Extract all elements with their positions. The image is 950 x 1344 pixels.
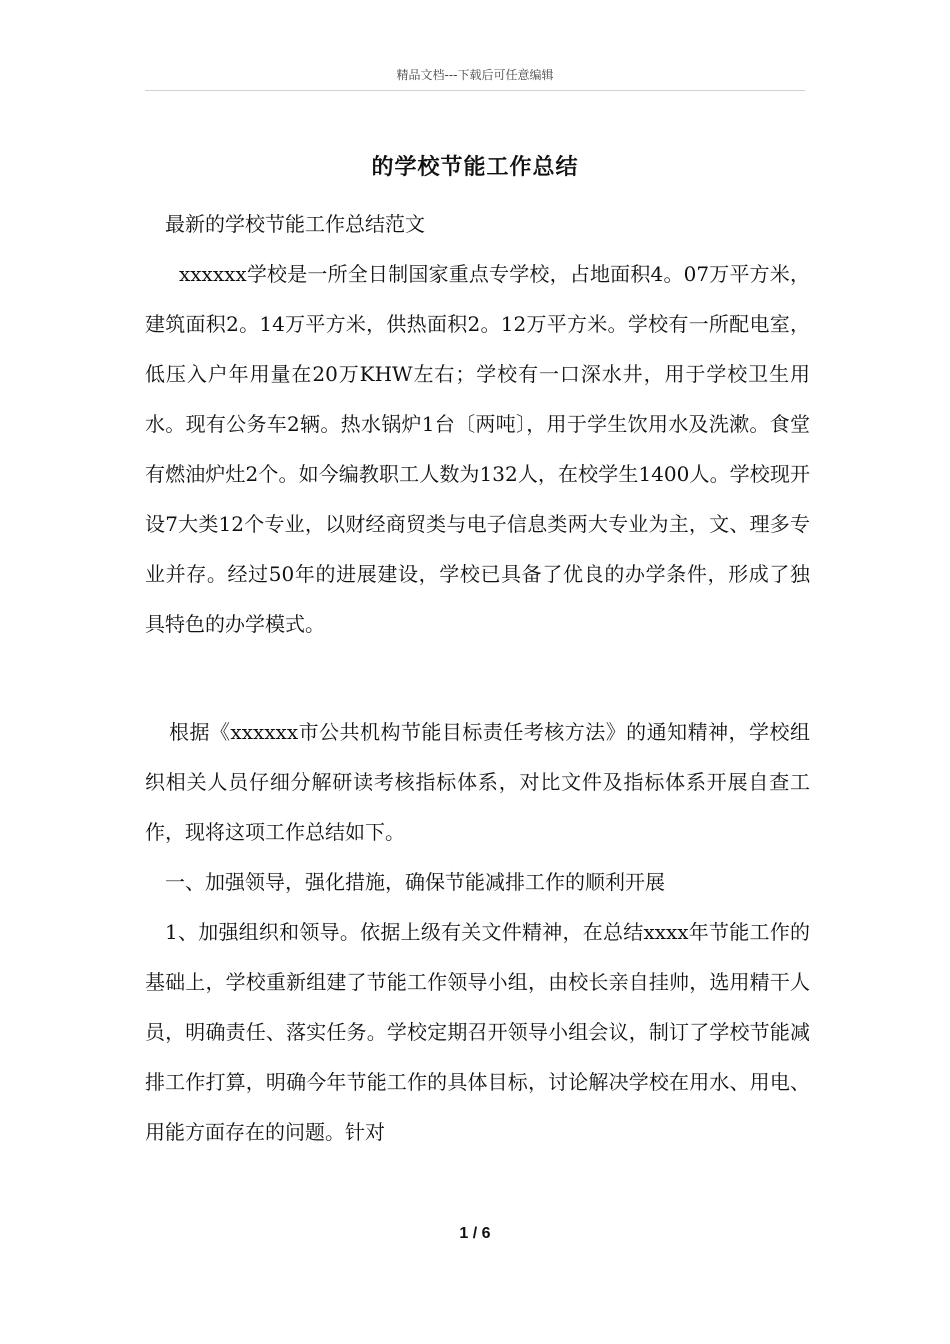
- document-title: 的学校节能工作总结: [371, 154, 579, 180]
- paragraph-organization-leadership: 1、加强组织和领导。依据上级有关文件精神，在总结xxxx年节能工作的基础上，学校重新组建了节能工作领导小组，由校长亲自挂帅，选用精干人员，明确责任、落实任务。学校定期召开领导小组会议，制订了学校节能减排工作打算，明确今年节能工作的具体目标，讨论解决学校在用水、用电、用能方面存在的问题。针对: [145, 920, 810, 1144]
- header-note: 精品文档---下载后可任意编辑: [396, 68, 554, 82]
- page-number: 1 / 6: [459, 1225, 491, 1242]
- section-heading-1: 一、加强领导，强化措施，确保节能减排工作的顺利开展: [165, 870, 665, 894]
- document-body: [145, 205, 810, 1157]
- paragraph-spacer: [145, 649, 810, 707]
- document-subtitle: 最新的学校节能工作总结范文: [165, 212, 425, 236]
- paragraph-school-overview: xxxxxx学校是一所全日制国家重点专学校，占地面积4。07万平方米，建筑面积2。14万平方米，供热面积2。12万平方米。学校有一所配电室，低压入户年用量在20万KHW左右；学校有一口深水井，用于学校卫生用水。现有公务车2辆。热水锅炉1台〔两吨〕，用于学生饮用水及洗漱。食堂有燃油炉灶2个。如今编教职工人数为132人，在校学生1400人。学校现开设7大类12个专业，以财经商贸类与电子信息类两大专业为主，文、理多专业并存。经过50年的进展建设，学校已具备了优良的办学条件，形成了独具特色的办学模式。: [145, 262, 810, 636]
- paragraph-notice-basis: 根据《xxxxxx市公共机构节能目标责任考核方法》的通知精神，学校组织相关人员仔细分解研读考核指标体系，对比文件及指标体系开展自查工作，现将这项工作总结如下。: [145, 720, 810, 844]
- header-divider: [145, 90, 805, 91]
